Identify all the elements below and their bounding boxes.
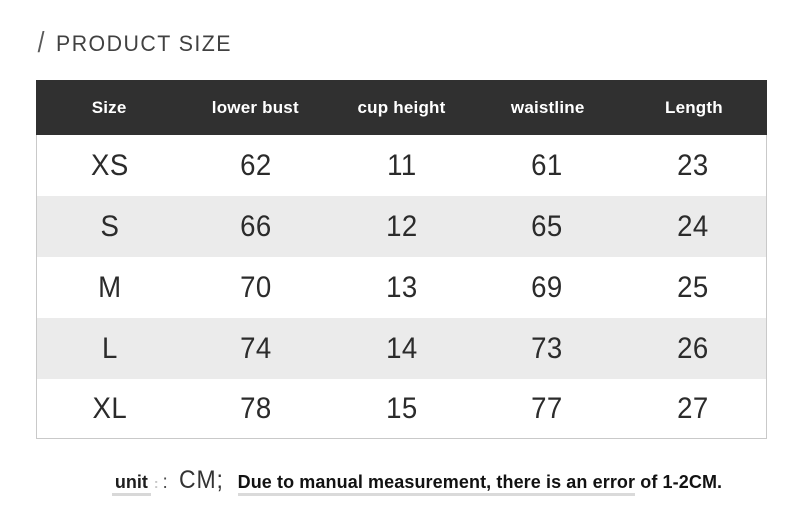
table-row-xs: [37, 135, 766, 196]
cell-lower-bust: 70: [239, 270, 272, 304]
measurement-note-underlined: Due to manual measurement, there is an error: [238, 472, 636, 496]
cell-waistline: 65: [531, 209, 564, 243]
table-row-s: [37, 196, 766, 257]
cell-waistline: 69: [531, 270, 564, 304]
table-body: [36, 135, 767, 439]
size-table: [36, 80, 767, 439]
cell-waistline: 61: [531, 148, 564, 182]
cell-size: S: [100, 209, 120, 243]
unit-colon-light: :: [153, 475, 159, 491]
cell-length: 27: [677, 391, 709, 425]
cell-cup-height: 13: [385, 270, 418, 304]
cell-cup-height: 15: [385, 391, 418, 425]
cell-waistline: 77: [531, 391, 564, 425]
unit-colon-dark: :: [162, 472, 168, 493]
unit-value: CM;: [178, 466, 224, 494]
unit-label: unit: [112, 472, 151, 496]
cell-cup-height: 11: [386, 148, 417, 182]
measurement-note-plain: of 1-2CM.: [635, 472, 723, 492]
page-title: [37, 28, 237, 60]
cell-size: XS: [91, 148, 129, 182]
cell-length: 24: [677, 209, 709, 243]
cell-lower-bust: 62: [239, 148, 272, 182]
table-header-cup-height: cup height: [357, 97, 446, 117]
table-row-xl: [37, 379, 766, 438]
table-row-m: [37, 257, 766, 318]
page-title-text: PRODUCT SIZE: [56, 31, 233, 56]
table-header-length: Length: [664, 97, 723, 117]
table-header-row: [36, 80, 767, 135]
cell-length: 23: [677, 148, 709, 182]
footer-note: [0, 466, 800, 495]
cell-lower-bust: 74: [239, 331, 272, 365]
cell-size: M: [98, 270, 122, 304]
cell-lower-bust: 78: [239, 391, 272, 425]
cell-size: L: [101, 331, 118, 365]
cell-lower-bust: 66: [239, 209, 272, 243]
title-slash-decoration: /: [37, 27, 45, 59]
cell-waistline: 73: [531, 331, 564, 365]
table-header-waistline: waistline: [510, 97, 585, 117]
cell-length: 25: [677, 270, 709, 304]
table-row-l: [37, 318, 766, 379]
cell-cup-height: 12: [385, 209, 418, 243]
cell-cup-height: 14: [385, 331, 418, 365]
table-header-size: Size: [91, 97, 127, 117]
cell-length: 26: [677, 331, 709, 365]
cell-size: XL: [92, 391, 128, 425]
table-header-lower-bust: lower bust: [211, 97, 299, 117]
